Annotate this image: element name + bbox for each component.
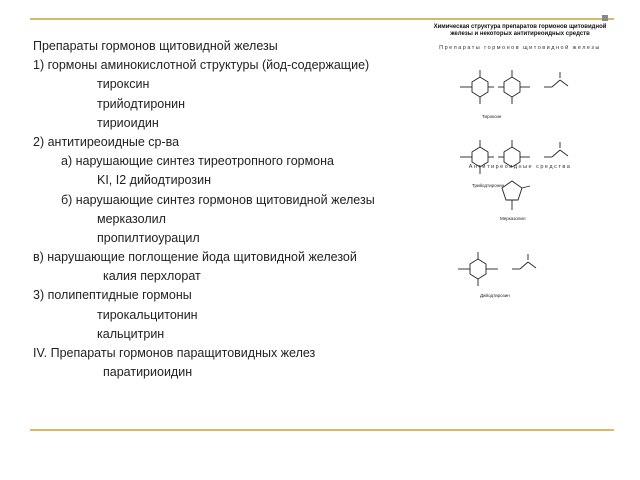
- line-subgroup-c: в) нарушающие поглощение йода щитовидной железой: [33, 250, 357, 265]
- line-item: KI, I2 дийодтирозин: [97, 173, 211, 188]
- line-subgroup-a: а) нарушающие синтез тиреотропного гормона: [61, 154, 334, 169]
- line-group-3: 3) полипептидные гормоны: [33, 288, 192, 303]
- line-item: пропилтиоурацил: [97, 230, 200, 245]
- line-subgroup-b: б) нарушающие синтез гормонов щитовидной железы: [61, 192, 375, 207]
- line-group-1: 1) гормоны аминокислотной структуры (йод-содержащие): [33, 58, 370, 73]
- caption-triiodothyronine: Трийодтиронин: [472, 183, 505, 188]
- slide-text: [33, 37, 433, 382]
- triiodothyronine-structure: [460, 140, 568, 174]
- line-item: тироксин: [97, 77, 150, 92]
- caption-mercazolil: Мерказолил: [500, 216, 526, 221]
- line-item: тирокальцитонин: [97, 307, 198, 322]
- corner-marker: [602, 15, 608, 21]
- mercazolil-structure: [502, 181, 530, 210]
- chemical-structures-figure: [420, 24, 614, 298]
- line-item: трийодтиронин: [97, 96, 186, 111]
- bottom-divider: [30, 429, 614, 431]
- figure-section-hormones: Препараты гормонов щитовидной железы: [439, 45, 601, 51]
- top-divider: [30, 18, 614, 20]
- diiodotyrosine-structure: [458, 252, 536, 286]
- line-item: тириоидин: [97, 115, 159, 130]
- caption-diiodotyrosine: Дийодтирозин: [480, 293, 510, 298]
- figure-section-antithyroid: Антитиреоидные средства: [468, 164, 572, 170]
- line-item: паратириоидин: [103, 365, 193, 380]
- line-title: Препараты гормонов щитовидной железы: [33, 39, 278, 53]
- figure-title: Химическая структура препаратов гормонов щитовидной железы и некоторых антитиреоидных средств: [433, 24, 607, 37]
- caption-thyroxine: Тироксин: [482, 114, 502, 119]
- line-group-4: IV. Препараты гормонов паращитовидных желез: [33, 346, 316, 360]
- line-item: мерказолил: [97, 211, 166, 226]
- structure-drawings: [420, 24, 614, 298]
- line-item: кальцитрин: [97, 326, 165, 341]
- line-item: калия перхлорат: [103, 269, 201, 284]
- thyroxine-structure: [460, 70, 568, 104]
- line-group-2: 2) антитиреоидные ср-ва: [33, 134, 180, 149]
